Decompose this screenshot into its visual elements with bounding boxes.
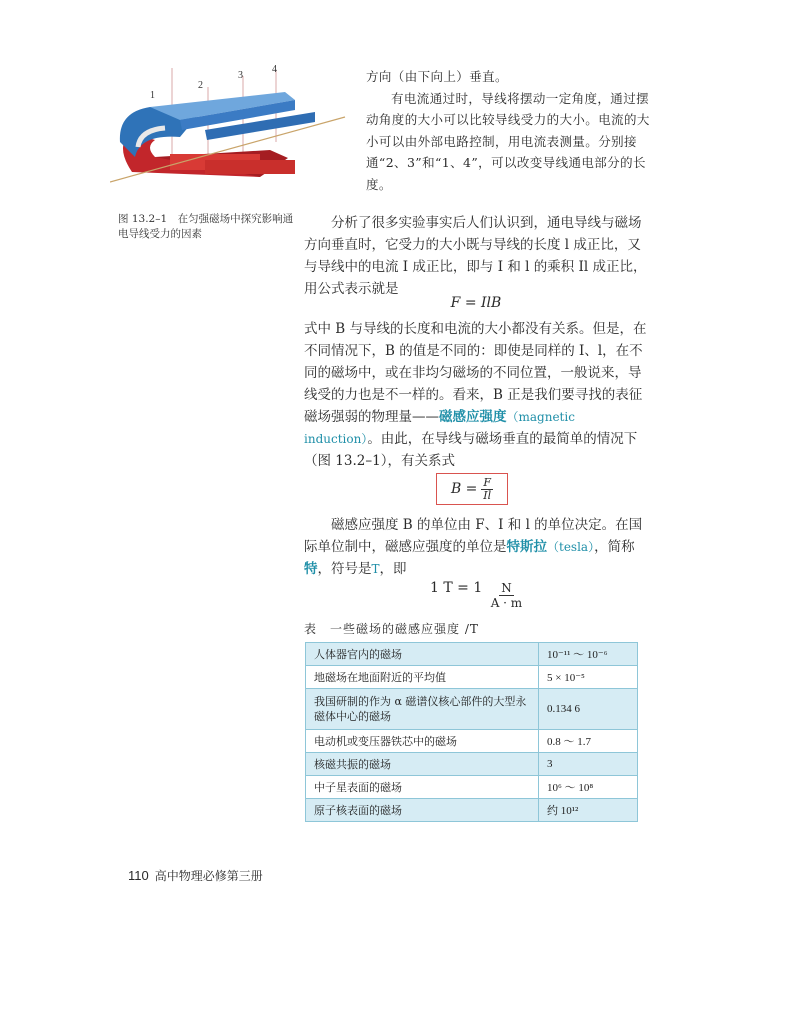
paragraph-direction: 方向（由下向上）垂直。 <box>366 69 508 84</box>
table-cell-value: 10⁶ ～ 10⁸ <box>539 776 638 799</box>
formula-b-boxed: B = $\frac{F}{Il}$ <box>436 473 508 505</box>
table-cell-value: 3 <box>539 753 638 776</box>
table-cell-value: 约 10¹² <box>539 799 638 822</box>
table-title: 表 一些磁场的磁感应强度 /T <box>304 622 479 636</box>
table-cell-name: 我国研制的作为 α 磁谱仪核心部件的大型永磁体中心的磁场 <box>306 689 539 730</box>
book-title: 高中物理必修第三册 <box>154 869 263 883</box>
figure-caption: 图 13.2–1 在匀强磁场中探究影响通电导线受力的因素 <box>118 213 294 240</box>
english-term-tesla: （tesla） <box>547 540 595 554</box>
table-cell-name: 中子星表面的磁场 <box>306 776 539 799</box>
table-cell-value: 5 × 10⁻⁵ <box>539 666 638 689</box>
magnet-apparatus-figure <box>110 62 350 207</box>
page-footer <box>128 867 263 884</box>
formula-tesla-unit: 1 T = 1 $\frac{N}{A \cdot m}$ <box>430 580 523 610</box>
paragraph-tesla: 磁感应强度 B 的单位由 F、I 和 l 的单位决定。在国际单位制中，磁感应强度的单位是特斯拉（tesla），简称特，符号是T，即 <box>304 517 643 577</box>
table-row <box>306 689 638 730</box>
formula-force: F = IlB <box>450 295 502 311</box>
paragraph-experiment: 有电流通过时，导线将摆动一定角度，通过摆动角度的大小可以比较导线受力的大小。电流的大小可以由外部电路控制，用电流表测量。分别接通“2、3”和“1、4”，可以改变导线通电部分的长度。 <box>366 90 650 192</box>
paragraph-b-definition: 式中 B 与导线的长度和电流的大小都没有关系。但是，在不同情况下，B 的值是不同的：即使是同样的 I、l，在不同的磁场中，或在非均匀磁场的不同位置，一般说来，导线受的力也是不一样的。看来，B 正是我们要寻找的表征磁场强弱的物理量——磁感应强度（magnetic induction）。由此，在导线与磁场垂直的最简单的情况下（图 13.2–1），有关系式 <box>304 321 647 469</box>
paragraph-analysis: 分析了很多实验事实后人们认识到，通电导线与磁场方向垂直时，它受力的大小既与导线的长度 l 成正比，又与导线中的电流 I 成正比，即与 I 和 l 的乘积 Il 成正比，用公式表示就是 <box>304 215 647 297</box>
table-cell-value: 10⁻¹¹ ～ 10⁻⁶ <box>539 643 638 666</box>
keyword-magnetic-induction: 磁感应强度 <box>439 409 507 425</box>
table-row <box>306 666 638 689</box>
table-cell-value: 0.8 ～ 1.7 <box>539 730 638 753</box>
table-row <box>306 776 638 799</box>
table-row <box>306 643 638 666</box>
table-cell-name: 人体器官内的磁场 <box>306 643 539 666</box>
table-cell-value: 0.134 6 <box>539 689 638 730</box>
table-cell-name: 原子核表面的磁场 <box>306 799 539 822</box>
symbol-t: T <box>371 562 380 576</box>
keyword-tesla: 特斯拉 <box>506 539 547 555</box>
page-number: 110 <box>128 868 149 883</box>
right-column <box>366 66 650 195</box>
table-row <box>306 730 638 753</box>
table-cell-name: 地磁场在地面附近的平均值 <box>306 666 539 689</box>
table-cell-name: 电动机或变压器铁芯中的磁场 <box>306 730 539 753</box>
figure-label-1: 1 <box>150 90 155 101</box>
keyword-te: 特 <box>304 561 318 577</box>
table-row <box>306 753 638 776</box>
english-term-magnetic-induction: （magnetic induction） <box>304 410 575 446</box>
table-cell-name: 核磁共振的磁场 <box>306 753 539 776</box>
table-row <box>306 799 638 822</box>
figure-label-4: 4 <box>272 64 277 75</box>
magnetic-field-table <box>305 642 638 822</box>
figure-label-3: 3 <box>238 70 243 81</box>
figure-label-2: 2 <box>198 80 203 91</box>
